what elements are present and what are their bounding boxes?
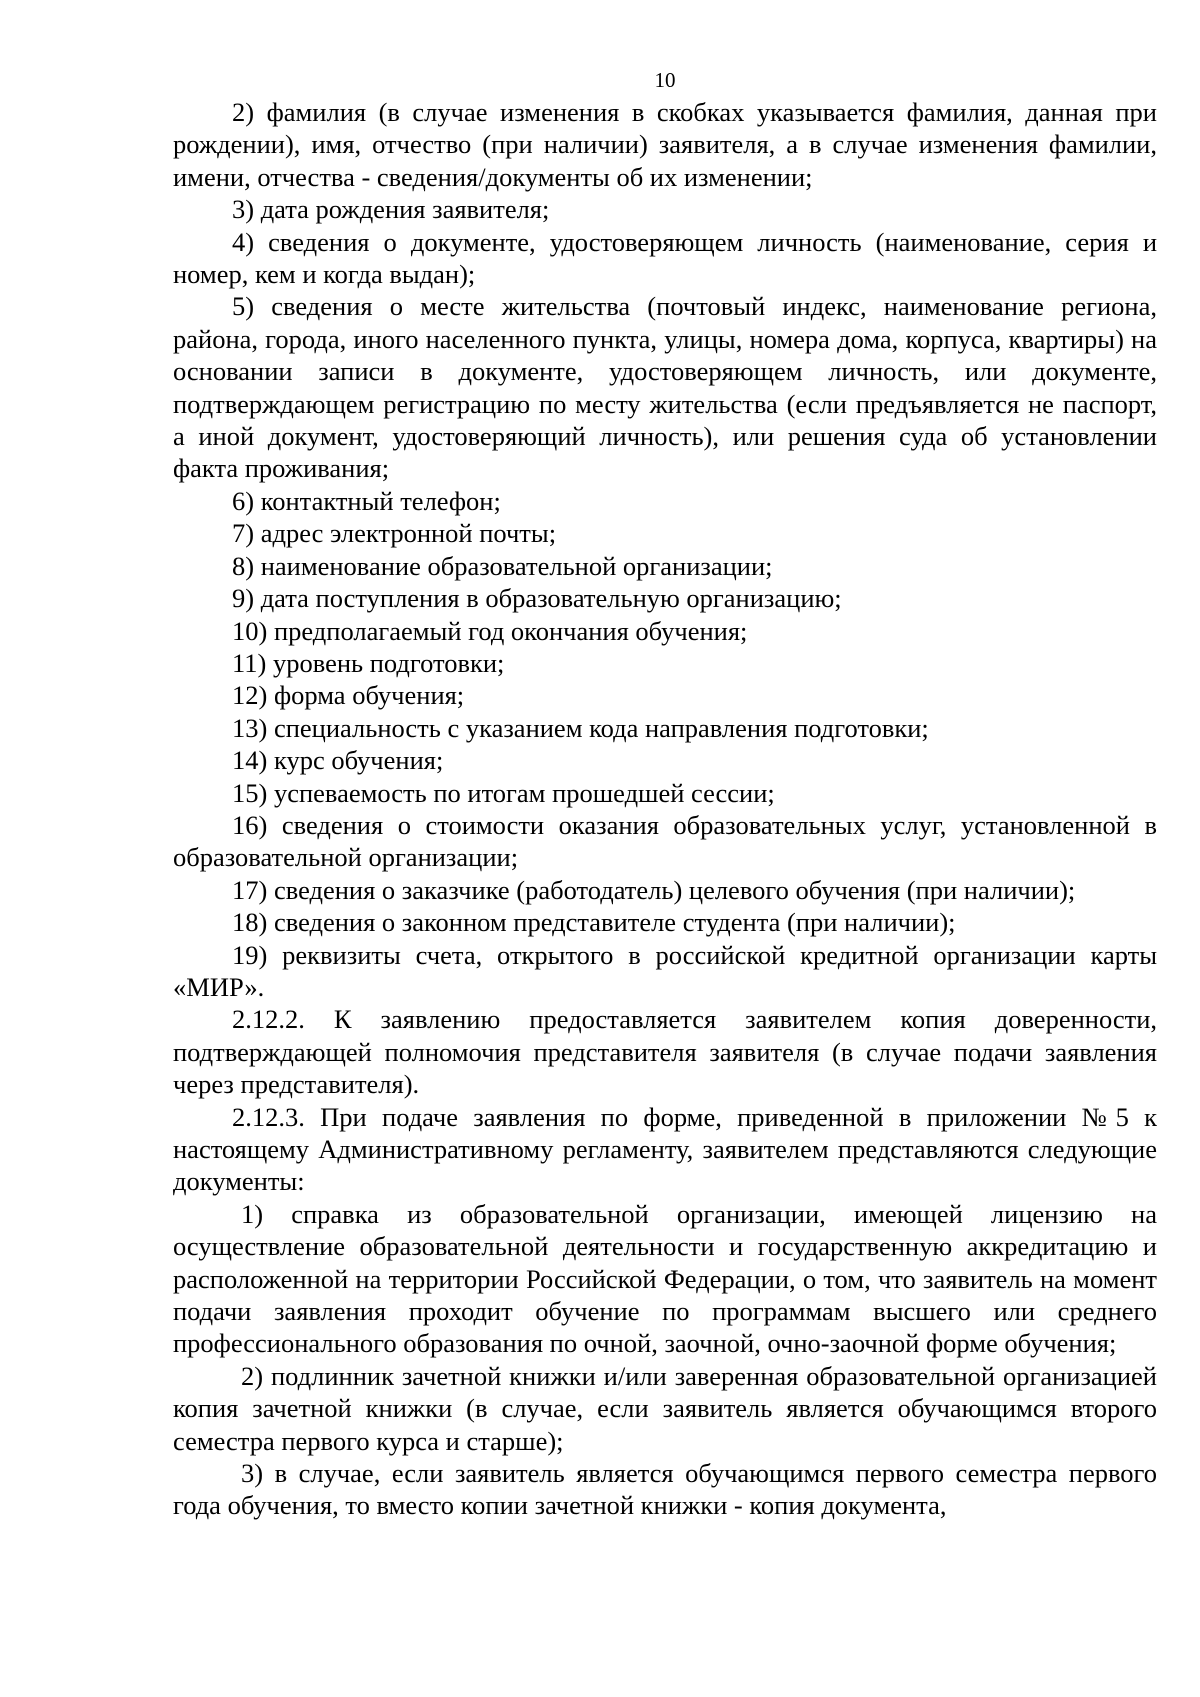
paragraph-section-2-12-2: 2.12.2. К заявлению предоставляется заявителем копия доверенности, подтверждающей полномочия представителя заявителя (в случае подачи заявления через представителя). [173,1004,1157,1100]
paragraph-item-18: 18) сведения о законном представителе студента (при наличии); [232,907,956,938]
paragraph-item-2: 2) фамилия (в случае изменения в скобках указывается фамилия, данная при рождении), имя, отчество (при наличии) заявителя, а в случае изменения фамилии, имени, отчества - сведения/документы об их изменении; [173,97,1157,192]
paragraph-item-5: 5) сведения о месте жительства (почтовый индекс, наименование региона, района, города, иного населенного пункта, улицы, номера дома, корпуса, квартиры) на основании записи в документе, удостоверяющем личность, или документе, подтверждающем регистрацию по месту жительства (если предъявляется не паспорт, а иной документ, удостоверяющий личность), или решения суда об установлении факта проживания; [173,291,1157,484]
paragraph-document-3: 3) в случае, если заявитель является обучающимся первого семестра первого года обучения, то вместо копии зачетной книжки - копия документа, [173,1458,1157,1521]
paragraph-document-2: 2) подлинник зачетной книжки и/или заверенная образовательной организацией копия зачетной книжки (в случае, если заявитель является обучающимся второго семестра первого курса и старше); [173,1360,1157,1456]
paragraph-item-11: 11) уровень подготовки; [232,647,505,678]
paragraph-item-12: 12) форма обучения; [232,680,465,711]
paragraph-item-3: 3) дата рождения заявителя; [232,194,550,225]
paragraph-item-4: 4) сведения о документе, удостоверяющем личность (наименование, серия и номер, кем и когда выдан); [173,226,1157,290]
paragraph-item-8: 8) наименование образовательной организации; [232,550,773,581]
paragraph-document-1: 1) справка из образовательной организации, имеющей лицензию на осуществление образовательной деятельности и государственную аккредитацию и расположенной на территории Российской Федерации, о том, что заявитель на момент подачи заявления проходит обучение по программам высшего или среднего профессионального образования по очной, заочной, очно-заочной форме обучения; [173,1198,1157,1359]
paragraph-item-15: 15) успеваемость по итогам прошедшей сессии; [232,777,775,808]
document-page [173,68,1157,1522]
paragraph-item-19: 19) реквизиты счета, открытого в российской кредитной организации карты «МИР». [173,939,1157,1002]
paragraph-item-14: 14) курс обучения; [232,745,444,776]
paragraph-item-13: 13) специальность с указанием кода направления подготовки; [232,712,929,743]
paragraph-item-16: 16) сведения о стоимости оказания образовательных услуг, установленной в образовательной организации; [173,809,1157,873]
paragraph-item-6: 6) контактный телефон; [232,485,501,516]
page-number: 10 [654,68,676,92]
paragraph-item-10: 10) предполагаемый год окончания обучения; [232,615,748,646]
paragraph-section-2-12-3: 2.12.3. При подаче заявления по форме, приведенной в приложении №5 к настоящему Административному регламенту, заявителем представляются следующие документы: [173,1101,1157,1197]
paragraph-item-7: 7) адрес электронной почты; [232,518,557,549]
paragraph-item-17: 17) сведения о заказчике (работодатель) целевого обучения (при наличии); [232,874,1076,905]
paragraph-item-9: 9) дата поступления в образовательную организацию; [232,583,842,614]
